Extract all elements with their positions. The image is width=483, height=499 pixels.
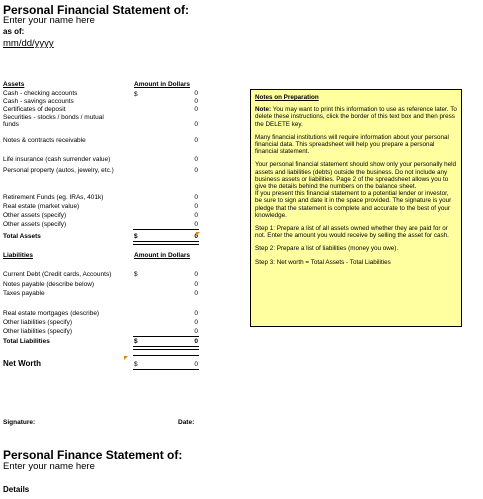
liability-value[interactable]: 0 — [194, 271, 198, 278]
asset-value[interactable]: 0 — [194, 106, 198, 113]
liabilities-heading: Liabilities — [3, 252, 33, 259]
total-assets-label: Total Assets — [3, 233, 41, 240]
net-worth-bottom-line — [133, 369, 199, 370]
asset-value[interactable]: 0 — [194, 121, 198, 128]
asset-label: Other assets (specify) — [3, 221, 67, 228]
asset-label: Life insurance (cash surrender value) — [3, 156, 111, 163]
name-field[interactable]: Enter your name here — [3, 15, 95, 26]
asset-label: Securities - stocks / bonds / mutual funds — [3, 114, 104, 128]
as-of-label: as of: — [3, 27, 25, 36]
asset-label: Cash - savings accounts — [3, 98, 74, 105]
total-liabilities-currency: $ — [134, 338, 138, 345]
asset-label: Certificates of deposit — [3, 106, 66, 113]
asset-value[interactable]: 0 — [194, 167, 198, 174]
liability-value[interactable]: 0 — [194, 319, 198, 326]
total-assets-value: 0 — [194, 233, 198, 240]
comment-marker[interactable] — [196, 232, 200, 236]
asset-value[interactable]: 0 — [194, 98, 198, 105]
notes-text-box[interactable] — [250, 89, 462, 327]
asset-label: Personal property (autos, jewelry, etc.) — [3, 167, 114, 174]
details-name-field[interactable]: Enter your name here — [3, 461, 95, 472]
liabilities-currency: $ — [134, 271, 138, 278]
asset-value[interactable]: 0 — [194, 194, 198, 201]
liabilities-amount-heading: Amount in Dollars — [134, 252, 190, 259]
notes-paragraph: Your personal financial statement should show only your personally held assets and liabilities (debts) outside the business. Do not include any business assets or liabilities. Page 2 of the spreadsheet allows you to give the details behind the numbers on the balance sheet. — [255, 161, 457, 191]
net-worth-value: 0 — [194, 361, 198, 368]
date-label: Date: — [178, 419, 195, 426]
subtotal-line — [133, 336, 199, 337]
total-double-line — [133, 241, 199, 245]
notes-step-2: Step 2: Prepare a list of liabilities (money you owe). — [255, 245, 399, 253]
signature-label: Signature: — [3, 419, 36, 426]
asset-value[interactable]: 0 — [194, 156, 198, 163]
liability-value[interactable]: 0 — [194, 290, 198, 297]
net-worth-currency: $ — [134, 361, 138, 368]
asset-label: Cash - checking accounts — [3, 90, 78, 97]
net-worth-label: Net Worth — [3, 359, 42, 368]
total-assets-currency: $ — [134, 233, 138, 240]
liability-value[interactable]: 0 — [194, 281, 198, 288]
asset-label: Real estate (market value) — [3, 203, 80, 210]
notes-step-3: Step 3: Net worth = Total Assets - Total Liabilities — [255, 258, 391, 266]
total-liabilities-value: 0 — [194, 338, 198, 345]
assets-amount-heading: Amount in Dollars — [134, 81, 190, 88]
assets-heading: Assets — [3, 81, 25, 88]
note-text: You may want to print this information to use as reference later. To delete these instructions, click the border of this text box and then press the DELETE key. — [255, 106, 457, 128]
net-worth-top-line — [133, 355, 199, 356]
asset-value[interactable]: 0 — [194, 203, 198, 210]
assets-currency: $ — [134, 91, 138, 98]
notes-title: Notes on Preparation — [255, 94, 319, 101]
liability-label: Other liabilities (specify) — [3, 328, 72, 335]
details-heading: Details — [3, 485, 30, 494]
notes-step-1: Step 1: Prepare a list of all assets owned whether they are paid for or not. Enter the amount you would receive by selling the asset for cash. — [255, 225, 449, 240]
subtotal-line — [133, 229, 199, 230]
total-liabilities-label: Total Liabilities — [3, 338, 50, 345]
liability-label: Notes payable (describe below) — [3, 281, 95, 288]
liability-value[interactable]: 0 — [194, 310, 198, 317]
details-title: Personal Finance Statement of: — [3, 448, 183, 462]
notes-note-paragraph — [255, 106, 457, 128]
date-field[interactable]: mm/dd/yyyy — [3, 38, 54, 49]
asset-value[interactable]: 0 — [194, 221, 198, 228]
asset-value[interactable]: 0 — [194, 90, 198, 97]
note-label: Note: — [255, 106, 272, 114]
asset-label: Other assets (specify) — [3, 212, 67, 219]
liability-label: Current Debt (Credit cards, Accounts) — [3, 271, 112, 278]
liability-value[interactable]: 0 — [194, 328, 198, 335]
liability-label: Other liabilities (specify) — [3, 319, 72, 326]
asset-value[interactable]: 0 — [194, 137, 198, 144]
notes-paragraph: Many financial institutions will require information about your personal financial data. This spreadsheet will help you prepare a personal financial statement. — [255, 133, 449, 156]
notes-paragraph: If you present this financial statement to a potential lender or investor, be sure to sign and date it in the space provided. The signature is your pledge that the statement is complete and accurate to the best of your knowledge. — [255, 190, 452, 219]
statement-title: Personal Financial Statement of: — [3, 3, 190, 17]
asset-label: Notes & contracts receivable — [3, 137, 86, 144]
asset-value[interactable]: 0 — [194, 212, 198, 219]
liability-label: Taxes payable — [3, 290, 45, 297]
asset-label: Retirement Funds (eg. IRAs, 401k) — [3, 194, 104, 201]
comment-marker[interactable] — [124, 356, 128, 360]
total-double-line — [133, 346, 199, 350]
liability-label: Real estate mortgages (describe) — [3, 310, 100, 317]
